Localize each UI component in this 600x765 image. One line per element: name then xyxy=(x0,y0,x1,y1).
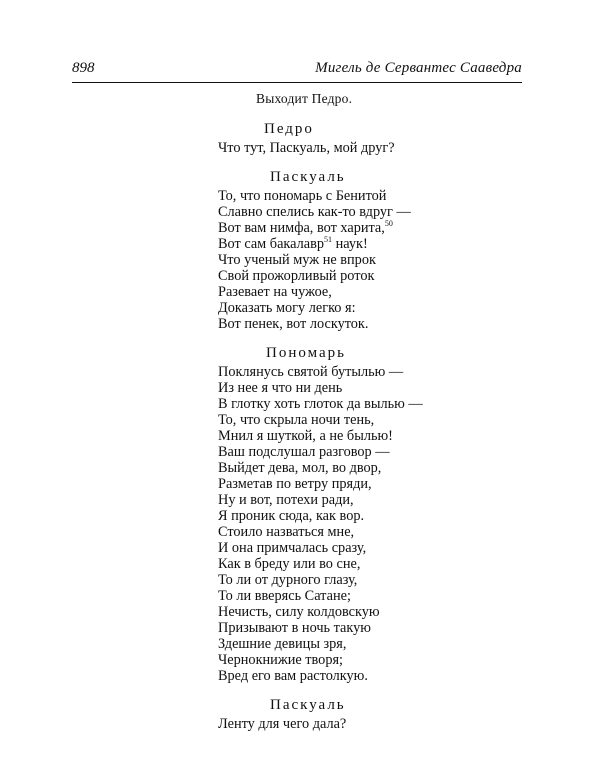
verse-line: Разметав по ветру пряди, xyxy=(218,476,372,492)
verse-line: Свой прожорливый роток xyxy=(218,268,375,284)
verse-line-with-footnote xyxy=(218,236,528,252)
verse-line: То, что скрыла ночи тень, xyxy=(218,412,375,428)
verse-line-tail: наук! xyxy=(332,236,368,252)
verse-line: Нечисть, силу колдовскую xyxy=(218,604,380,620)
verse-line: В глотку хоть глоток да вылью — xyxy=(218,396,423,412)
speaker-name: Педро xyxy=(264,121,314,137)
verse-line: Ваш подслушал разговор — xyxy=(218,444,390,460)
stage-direction: Выходит Педро. xyxy=(256,91,353,106)
verse-line: То ли вверясь Сатане; xyxy=(218,588,351,604)
verse-block xyxy=(218,364,528,684)
speaker-name: Паскуаль xyxy=(270,169,346,185)
verse-line: Вот пенек, вот лоскуток. xyxy=(218,316,369,332)
page-header xyxy=(72,58,522,83)
verse-line-text: Вот вам нимфа, вот харита, xyxy=(218,220,385,236)
verse-line: Вред его вам растолкую. xyxy=(218,668,368,684)
verse-line: Призывают в ночь такую xyxy=(218,620,371,636)
page-number: 898 xyxy=(72,60,95,76)
verse-line: И она примчалась сразу, xyxy=(218,540,367,556)
play-text xyxy=(218,90,528,744)
verse-line: Из нее я что ни день xyxy=(218,380,343,396)
speaker-name: Пономарь xyxy=(266,345,346,361)
speaker-name: Паскуаль xyxy=(270,697,346,713)
verse-line: Как в бреду или во сне, xyxy=(218,556,361,572)
footnote-marker: 51 xyxy=(324,235,333,244)
verse-line: Что тут, Паскуаль, мой друг? xyxy=(218,140,395,156)
verse-line-with-footnote xyxy=(218,220,528,236)
verse-line-text: Вот сам бакалавр xyxy=(218,236,325,252)
verse-line: Я проник сюда, как вор. xyxy=(218,508,365,524)
verse-line: Разевает на чужое, xyxy=(218,284,332,300)
verse-line: Поклянусь святой бутылью — xyxy=(218,364,404,380)
verse-line: Ленту для чего дала? xyxy=(218,716,347,732)
verse-line: Чернокнижие творя; xyxy=(218,652,344,668)
verse-line: Мнил я шуткой, а не былью! xyxy=(218,428,393,444)
verse-line: Стоило назваться мне, xyxy=(218,524,355,540)
footnote-marker: 50 xyxy=(384,219,393,228)
verse-block xyxy=(218,188,528,332)
verse-block xyxy=(218,140,528,156)
verse-block xyxy=(218,716,528,732)
verse-line: Ну и вот, потехи ради, xyxy=(218,492,354,508)
verse-line: То, что пономарь с Бенитой xyxy=(218,188,387,204)
verse-line: Что ученый муж не впрок xyxy=(218,252,376,268)
verse-line: Здешние девицы зря, xyxy=(218,636,347,652)
running-title: Мигель де Сервантес Сааведра xyxy=(315,60,522,76)
verse-line: Славно спелись как-то вдруг — xyxy=(218,204,411,220)
verse-line: Доказать могу легко я: xyxy=(218,300,356,316)
verse-line: То ли от дурного глазу, xyxy=(218,572,358,588)
verse-line: Выйдет дева, мол, во двор, xyxy=(218,460,382,476)
